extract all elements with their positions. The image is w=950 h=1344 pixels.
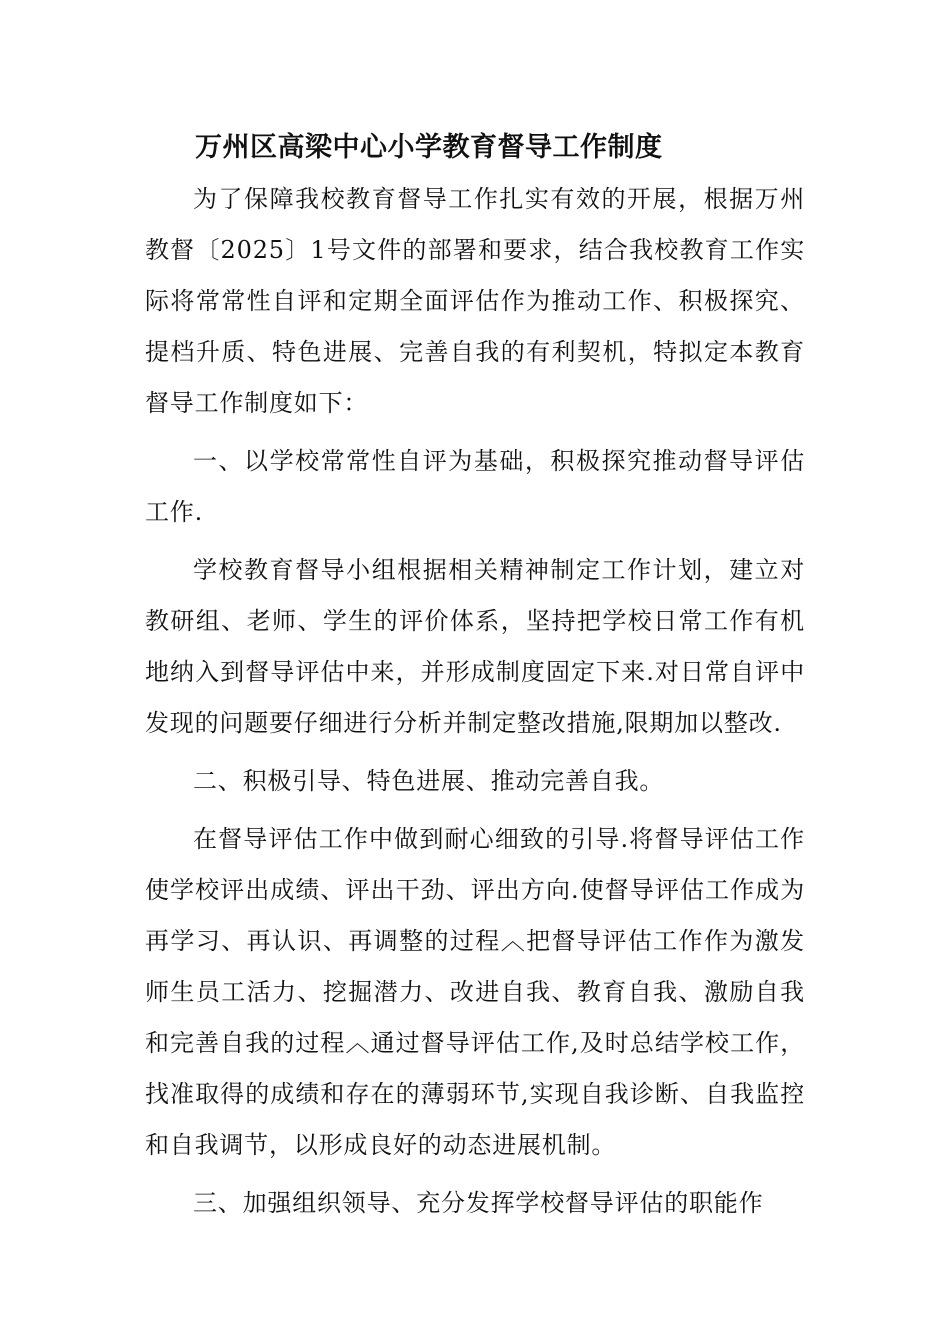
paragraph-section-1-body: 学校教育督导小组根据相关精神制定工作计划，建立对教研组、老师、学生的评价体系，坚持把学校日常工作有机地纳入到督导评估中来，并形成制度固定下来.对日常自评中发现的问题要仔细进行分析并制定整改措施,限期加以整改. — [145, 556, 805, 737]
paragraph-section-2-body: 在督导评估工作中做到耐心细致的引导.将督导评估工作使学校评出成绩、评出干劲、评出方向.使督导评估工作成为再学习、再认识、再调整的过程︿把督导评估工作作为激发师生员工活力、挖掘潜力、改进自我、教育自我、激励自我和完善自我的过程︿通过督导评估工作,及时总结学校工作，找准取得的成绩和存在的薄弱环节,实现自我诊断、自我监控和自我调节，以形成良好的动态进展机制。 — [145, 825, 805, 1159]
paragraph-section-3-heading: 三、加强组织领导、充分发挥学校督导评估的职能作 — [193, 1189, 764, 1217]
paragraph-section-1-heading: 一、以学校常常性自评为基础，积极探究推动督导评估工作. — [145, 447, 805, 526]
document-title: 万州区高梁中心小学教育督导工作制度 — [195, 132, 663, 163]
document-page — [145, 128, 805, 1236]
paragraph-intro: 为了保障我校教育督导工作扎实有效的开展，根据万州教督〔2025〕1号文件的部署和要求，结合我校教育工作实际将常常性自评和定期全面评估作为推动工作、积极探究、提档升质、特色进展、完善自我的有利契机，特拟定本教育督导工作制度如下： — [145, 185, 805, 417]
paragraph-section-2-heading: 二、积极引导、特色进展、推动完善自我。 — [193, 767, 665, 795]
